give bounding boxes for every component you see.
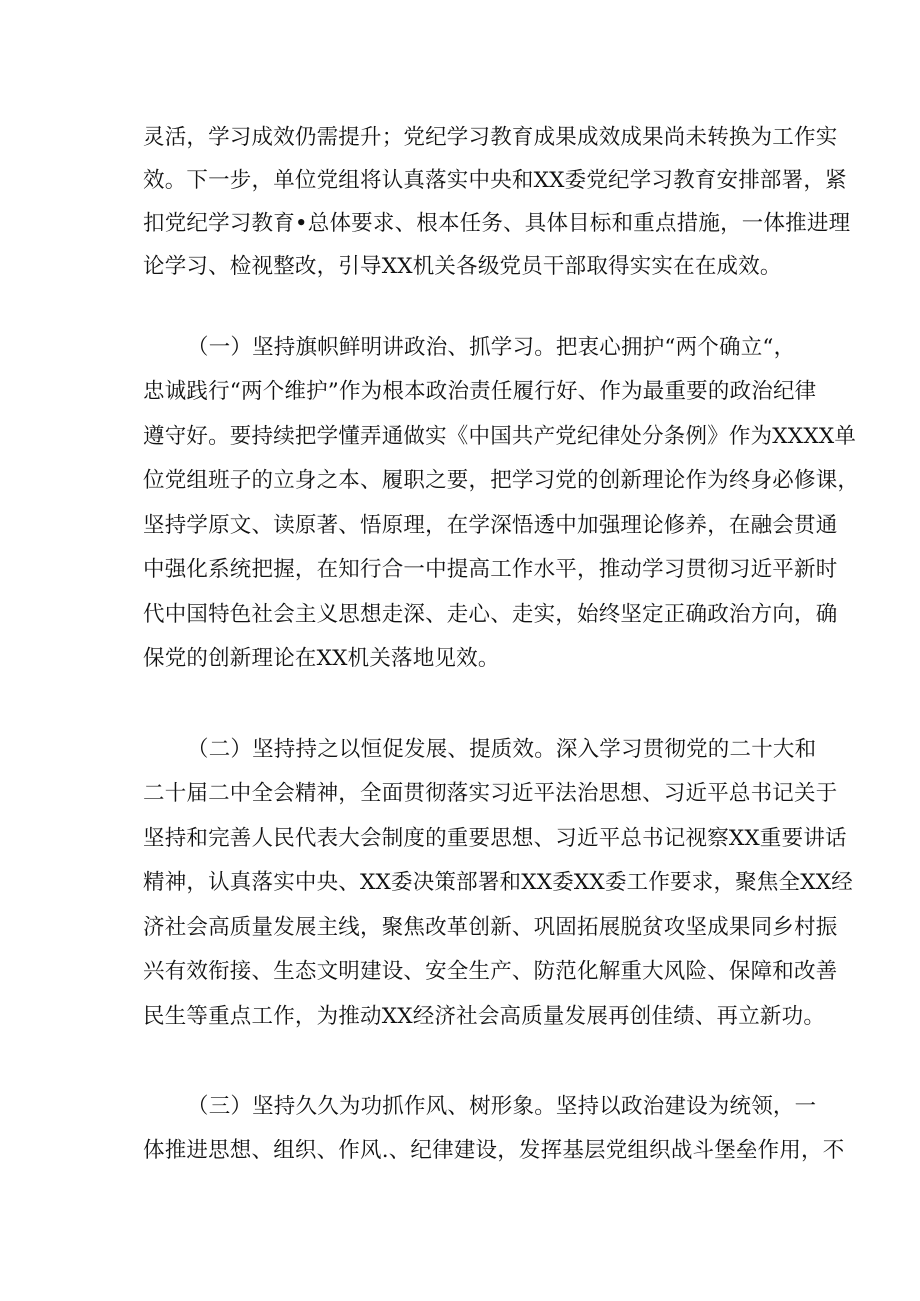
text-line: 保党的创新理论在XX机关落地见效。 <box>143 646 500 671</box>
text-line: 民生等重点工作，为推动XX经济社会高质量发展再创佳绩、再立新功。 <box>143 1004 826 1029</box>
text-line: （一）坚持旗帜鲜明讲政治、抓学习。把衷心拥护“两个确立“， <box>187 335 796 360</box>
text-line: 位党组班子的立身之本、履职之要，把学习党的创新理论作为终身必修课， <box>143 468 860 493</box>
text-line: 遵守好。要持续把学懂弄通做实《中国共产党纪律处分条例》作为XXXX单 <box>143 424 857 449</box>
text-line: 效。下一步，单位党组将认真落实中央和XX委党纪学习教育安排部署，紧 <box>143 168 847 193</box>
text-line: 灵活，学习成效仍需提升；党纪学习教育成果成效成果尚未转换为工作实 <box>143 125 838 150</box>
text-line: （二）坚持持之以恒促发展、提质效。深入学习贯彻党的二十大和 <box>187 737 817 762</box>
text-line: 代中国特色社会主义思想走深、走心、走实，始终坚定正确政治方向，确 <box>143 602 838 627</box>
text-line: 中强化系统把握，在知行合一中提高工作水平，推动学习贯彻习近平新时 <box>143 557 838 582</box>
text-line: 论学习、检视整改，引导XX机关各级党员干部取得实实在在成效。 <box>143 254 782 279</box>
text-line: 兴有效衔接、生态文明建设、安全生产、防范化解重大风险、保障和改善 <box>143 959 838 984</box>
text-line: 精神，认真落实中央、XX委决策部署和XX委XX委工作要求，聚焦全XX经 <box>143 870 853 895</box>
text-line: 体推进思想、组织、作风.、纪律建设，发挥基层党组织战斗堡垒作用，不 <box>143 1138 845 1163</box>
text-line: 济社会高质量发展主线，聚焦改革创新、巩固拓展脱贫攻坚成果同乡村振 <box>143 915 838 940</box>
text-line: 扣党纪学习教育•总体要求、根本任务、具体目标和重点措施，一体推进理 <box>143 211 851 236</box>
text-line: 二十届二中全会精神，全面贯彻落实习近平法治思想、习近平总书记关于 <box>143 781 838 806</box>
text-line: 坚持学原文、读原著、悟原理，在学深悟透中加强理论修养，在融会贯通 <box>143 513 838 538</box>
text-line: 坚持和完善人民代表大会制度的重要思想、习近平总书记视察XX重要讲话 <box>143 826 847 851</box>
text-line: 忠诚践行“两个维护”作为根本政治责任履行好、作为最重要的政治纪律 <box>143 379 817 404</box>
text-line: （三）坚持久久为功抓作风、树形象。坚持以政治建设为统领，一 <box>187 1094 817 1119</box>
